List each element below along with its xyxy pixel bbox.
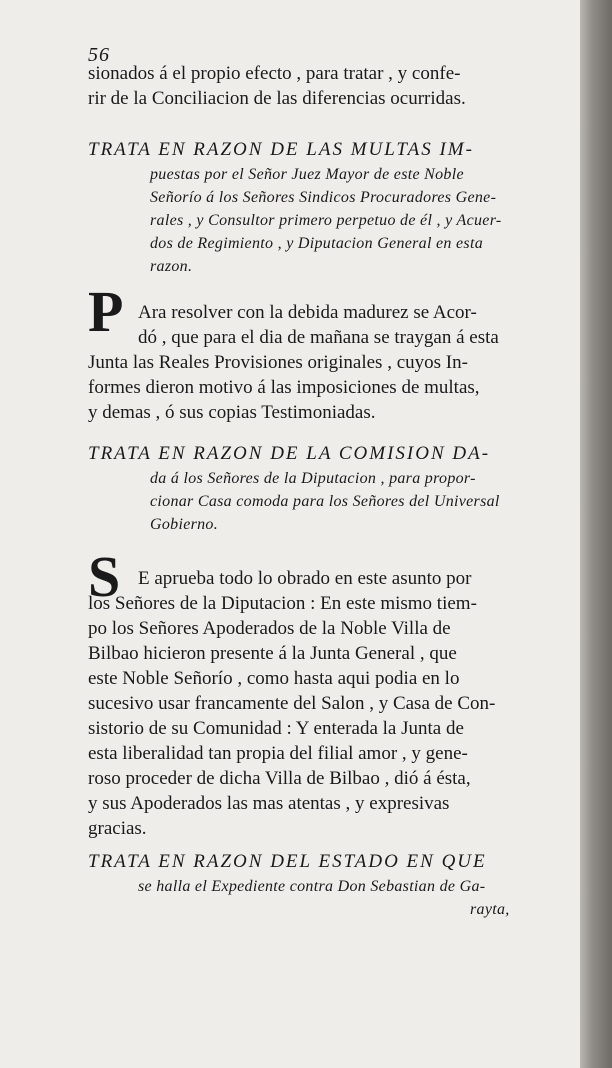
text-line: esta liberalidad tan propia del filial amor , y gene- <box>88 743 468 764</box>
text-line: los Señores de la Diputacion : En este mismo tiem- <box>88 593 477 614</box>
text-line: Gobierno. <box>150 516 219 533</box>
text-line: rayta, <box>470 901 510 918</box>
text-line: rir de la Conciliacion de las diferencias ocurridas. <box>88 88 466 109</box>
text-line: y demas , ó sus copias Testimoniadas. <box>88 402 376 423</box>
text-line: dos de Regimiento , y Diputacion General en esta <box>150 235 483 252</box>
text-line: E aprueba todo lo obrado en este asunto por <box>138 568 472 589</box>
text-line: gracias. <box>88 818 147 839</box>
text-line: sistorio de su Comunidad : Y enterada la Junta de <box>88 718 464 739</box>
drop-cap: S <box>88 544 121 609</box>
drop-cap: P <box>88 279 124 344</box>
text-line: Bilbao hicieron presente á la Junta General , que <box>88 643 457 664</box>
text-line: razon. <box>150 258 193 275</box>
text-line: formes dieron motivo á las imposiciones de multas, <box>88 377 480 398</box>
text-line: TRATA EN RAZON DEL ESTADO EN QUE <box>88 851 487 872</box>
text-line: Junta las Reales Provisiones originales , cuyos In- <box>88 352 468 373</box>
text-line: sionados á el propio efecto , para tratar , y confe- <box>88 63 461 84</box>
bleed-through-smudge <box>120 900 160 912</box>
text-line: este Noble Señorío , como hasta aqui podia en lo <box>88 668 460 689</box>
text-line: Señorío á los Señores Sindicos Procuradores Gene- <box>150 189 497 206</box>
page-edge-shadow <box>580 0 612 1068</box>
text-line: puestas por el Señor Juez Mayor de este Noble <box>150 166 464 183</box>
text-line: se halla el Expediente contra Don Sebastian de Ga- <box>138 878 486 895</box>
text-line: da á los Señores de la Diputacion , para propor- <box>150 470 476 487</box>
text-line: TRATA EN RAZON DE LA COMISION DA- <box>88 443 491 464</box>
text-line: TRATA EN RAZON DE LAS MULTAS IM- <box>88 139 474 160</box>
text-line: po los Señores Apoderados de la Noble Villa de <box>88 618 451 639</box>
text-line: dó , que para el dia de mañana se traygan á esta <box>138 327 499 348</box>
text-line: sucesivo usar francamente del Salon , y Casa de Con- <box>88 693 496 714</box>
page-number: 56 <box>88 44 110 66</box>
text-line: rales , y Consultor primero perpetuo de él , y Acuer- <box>150 212 502 229</box>
text-line: Ara resolver con la debida madurez se Acor- <box>138 302 477 323</box>
text-line: roso proceder de dicha Villa de Bilbao , dió á ésta, <box>88 768 471 789</box>
text-line: y sus Apoderados las mas atentas , y expresivas <box>88 793 450 814</box>
text-line: cionar Casa comoda para los Señores del Universal <box>150 493 500 510</box>
